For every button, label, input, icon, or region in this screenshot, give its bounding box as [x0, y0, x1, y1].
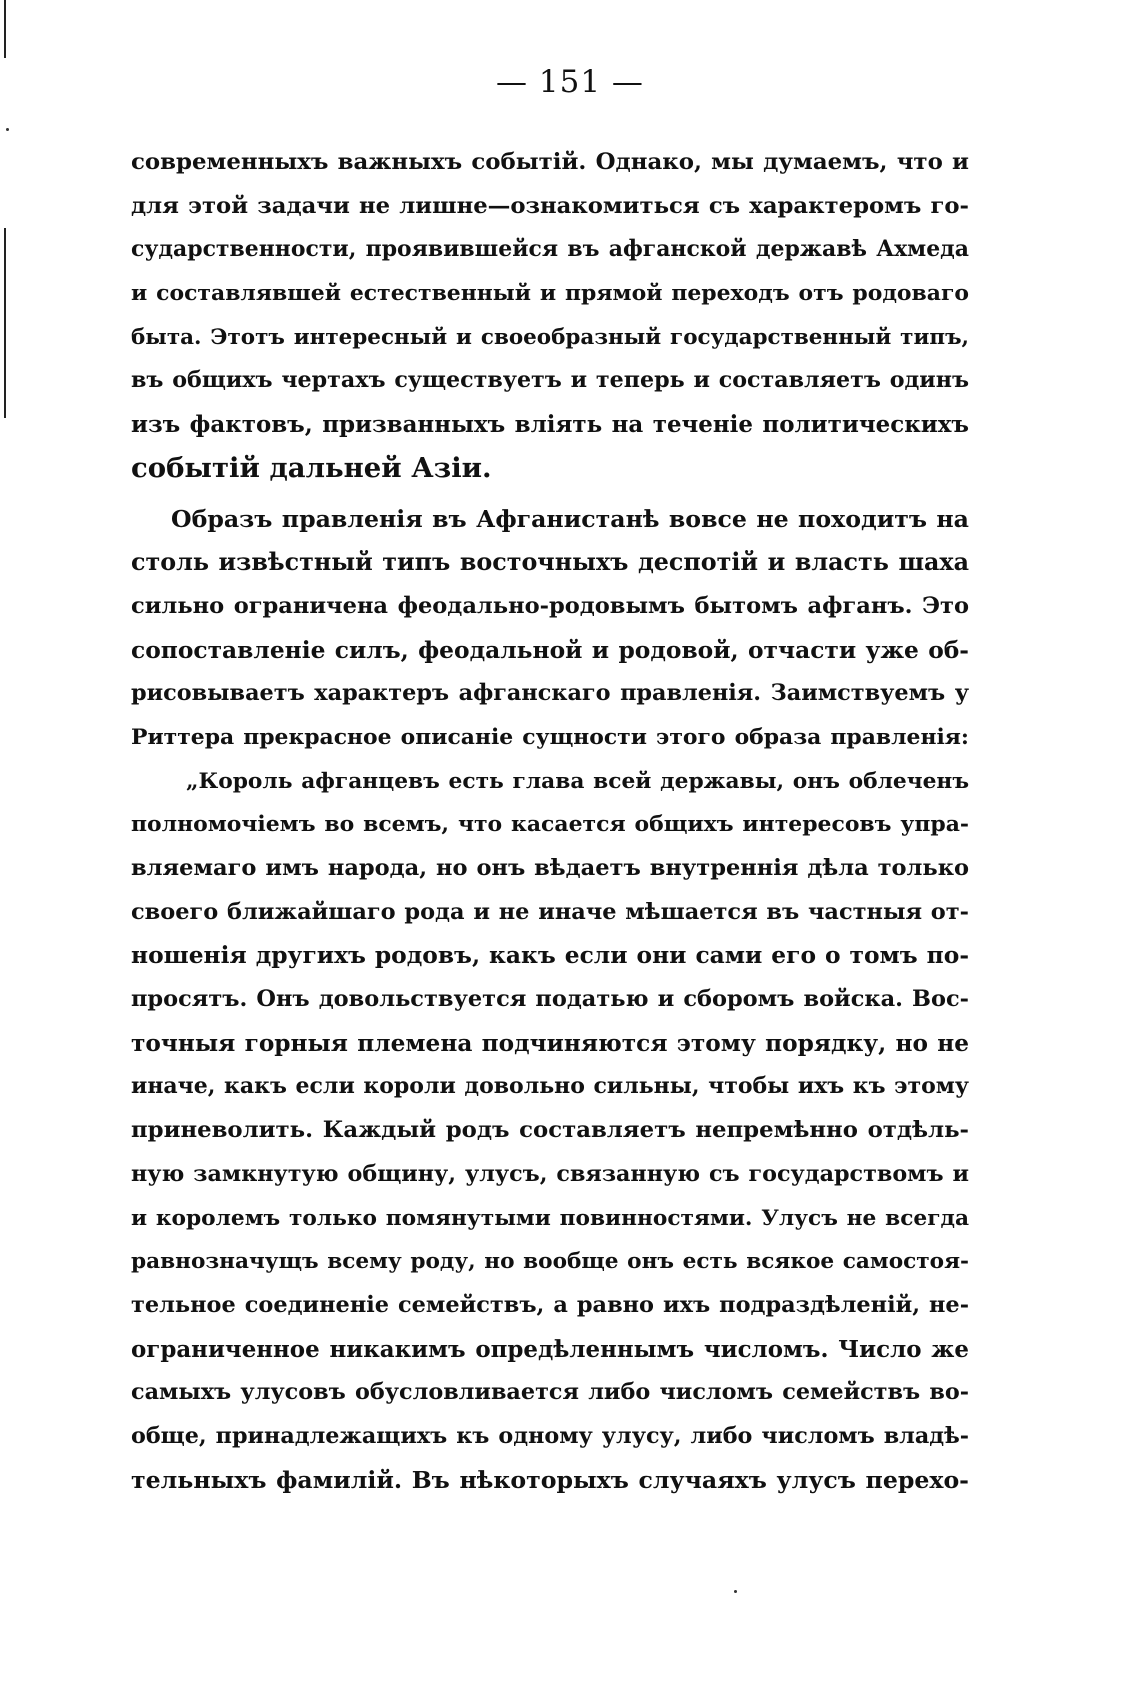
scan-speck — [6, 128, 9, 131]
scan-edge-mark — [4, 0, 6, 58]
text-line: въ общихъ чертахъ существуетъ и теперь и составляетъ одинъ — [131, 367, 969, 394]
page-body — [131, 141, 969, 1502]
text-line: иначе, какъ если короли довольно сильны, чтобы ихъ къ этому — [131, 1073, 969, 1100]
scan-edge-mark — [4, 228, 6, 418]
text-line: изъ фактовъ, призванныхъ вліять на теченіе политическихъ — [131, 411, 969, 439]
text-line: столь извѣстный типъ восточныхъ деспотій и власть шаха — [131, 548, 969, 577]
scan-speck — [734, 1590, 737, 1593]
text-line: полномочіемъ во всемъ, что касается общихъ интересовъ упра- — [131, 811, 969, 838]
text-line: и королемъ только помянутыми повинностями. Улусъ не всегда — [131, 1205, 969, 1231]
text-line: просятъ. Онъ довольствуется податью и сборомъ войска. Вос- — [131, 986, 969, 1013]
page-number: — 151 — — [496, 64, 644, 100]
text-line: вляемаго имъ народа, но онъ вѣдаетъ внутреннія дѣла только — [131, 855, 969, 881]
text-line: ную замкнутую общину, улусъ, связанную съ государствомъ и — [131, 1160, 969, 1187]
text-line: и составлявшей естественный и прямой переходъ отъ родоваго — [131, 280, 969, 307]
text-line: сударственности, проявившейся въ афганской державѣ Ахмеда — [131, 236, 969, 263]
text-line: точныя горныя племена подчиняются этому порядку, но не — [131, 1029, 969, 1057]
text-line: равнозначущъ всему роду, но вообще онъ есть всякое самостоя- — [131, 1249, 969, 1275]
text-line: событій дальней Азіи. — [131, 451, 492, 484]
paragraph — [131, 141, 969, 491]
paragraph — [131, 498, 969, 760]
text-line: тельныхъ фамилій. Въ нѣкоторыхъ случаяхъ улусъ перехо- — [131, 1465, 969, 1494]
text-line: „Король афганцевъ есть глава всей державы, онъ облеченъ — [186, 768, 969, 794]
text-line: обще, принадлежащихъ къ одному улусу, либо числомъ владѣ- — [131, 1422, 969, 1449]
text-line: быта. Этотъ интересный и своеобразный государственный типъ, — [131, 324, 969, 350]
text-line: современныхъ важныхъ событій. Однако, мы думаемъ, что и — [131, 149, 969, 175]
text-line: сопоставленіе силъ, феодальной и родовой, отчасти уже об- — [131, 635, 969, 664]
text-line: тельное соединеніе семействъ, а равно ихъ подраздѣленій, не- — [131, 1291, 969, 1318]
text-line: для этой задачи не лишне—ознакомиться съ характеромъ го- — [131, 192, 969, 219]
text-line: ношенія другихъ родовъ, какъ если они сами его о томъ по- — [131, 941, 969, 970]
quotation — [131, 760, 969, 1503]
text-line: самыхъ улусовъ обусловливается либо числомъ семействъ во- — [131, 1379, 969, 1406]
text-line: Образъ правленія въ Афганистанѣ вовсе не походитъ на — [171, 504, 969, 533]
text-line: ограниченное никакимъ опредѣленнымъ числомъ. Число же — [131, 1335, 969, 1363]
text-line: своего ближайшаго рода и не иначе мѣшается въ частныя от- — [131, 898, 969, 925]
text-line: рисовываетъ характеръ афганскаго правленія. Заимствуемъ у — [131, 680, 969, 707]
text-line: Риттера прекрасное описаніе сущности этого образа правленія: — [131, 723, 969, 750]
text-line: приневолить. Каждый родъ составляетъ непремѣнно отдѣль- — [131, 1117, 969, 1144]
text-line: сильно ограничена феодально-родовымъ бытомъ афганъ. Это — [131, 592, 969, 619]
